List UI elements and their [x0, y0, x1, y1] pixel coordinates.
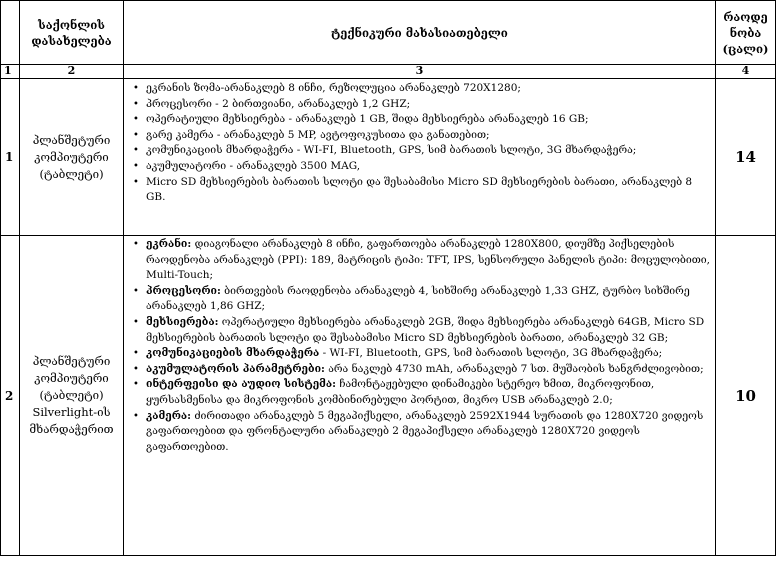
spec-cell: [124, 236, 716, 556]
spec-item: [146, 315, 715, 346]
spec-text: ოპერატიული მეხსიერება - არანაკლებ 1 GB, შიდა მეხსიერება არანაკლებ 16 GB;: [146, 113, 589, 126]
spec-item: [146, 81, 715, 97]
spec-text: ეკრანის ზომა-არანაკლებ 8 ინჩი, რეზოლუცია არანაკლებ 720X1280;: [146, 82, 521, 94]
header-technical-spec: ტექნიკური მახასიათებელი: [124, 1, 716, 65]
spec-text: გარე კამერა - არანაკლებ 5 MP, ავტოფოკუსითა და განათებით;: [146, 128, 490, 141]
spec-list: [124, 237, 715, 455]
spec-item: [146, 377, 715, 408]
spec-label: კომუნიკაციების მხარდაჭერა: [146, 347, 320, 360]
spec-item: [146, 159, 715, 175]
item-name: პლანშეტური კომპიუტერი (ტაბლეტი) Silverlight-ის მხარდაჭერით: [20, 236, 124, 556]
row-index: 2: [1, 236, 20, 556]
spec-label: ინტერფეისი და აუდიო სისტემა:: [146, 378, 336, 391]
spec-label: ეკრანი:: [146, 238, 192, 250]
spec-text: ბირთვების რაოდენობა არანაკლებ 4, სიხშირე არანაკლებ 1,33 GHZ, ტურბო სიხშირე არანაკლებ 1,86 GHZ;: [146, 284, 690, 313]
header-item-name: საქონლის დასახელება: [20, 1, 124, 65]
header-blank: [1, 1, 20, 65]
column-number: 4: [716, 65, 776, 79]
column-number: 1: [1, 65, 20, 79]
table-row: [1, 236, 776, 556]
spec-item: [146, 112, 715, 128]
spec-text: Micro SD მეხსიერების ბარათის სლოტი და შესაბამისი Micro SD მეხსიერების ბარათი, არანაკლებ 8 GB.: [146, 175, 693, 204]
quantity-value: 10: [716, 236, 776, 556]
spec-item: [146, 143, 715, 159]
spec-item: [146, 237, 715, 284]
spec-text: - WI-FI, Bluetooth, GPS, სიმ ბარათის სლოტი, 3G მხარდაჭერა;: [319, 347, 663, 360]
spec-item: [146, 128, 715, 144]
column-number: 2: [20, 65, 124, 79]
spec-label: აკუმულატორის პარამეტრები:: [146, 362, 325, 375]
spec-item: [146, 175, 715, 206]
spec-item: [146, 409, 715, 456]
spec-cell: [124, 79, 716, 236]
spec-label: კამერა:: [146, 409, 192, 422]
spec-text: კომუნიკაციის მხარდაჭერა - WI-FI, Bluetooth, GPS, სიმ ბარათის სლოტი, 3G მხარდაჭერა;: [146, 144, 637, 157]
spec-item: [146, 97, 715, 113]
spec-text: პროცესორი - 2 ბირთვიანი, არანაკლებ 1,2 GHZ;: [146, 97, 411, 110]
spec-text: ძირითადი არანაკლებ 5 მეგაპიქსელი, არანაკლებ 2592X1944 სურათის და 1280X720 ვიდეოს გაფართოებით და ფრონტალური არანაკლებ 2 მეგაპიქსელი არანაკლებ 1280X720 ვიდეოს გაფართოებით.: [146, 409, 704, 453]
spec-item: [146, 346, 715, 362]
spec-label: პროცესორი:: [146, 284, 221, 297]
spec-item: [146, 284, 715, 315]
header-row: [1, 1, 776, 65]
spec-text: ჩამონტაჟებული დინამიკები სტერეო ხმით, მიკროფონით, ყურსასმენისა და მიკროფონის კომბინირებული პორტით, მიკრო USB არანაკლებ 2.0;: [146, 378, 655, 406]
table-row: [1, 79, 776, 236]
spec-text: არა ნაკლებ 4730 mAh, არანაკლებ 7 სთ. მუშაობის ხანგრძლივობით;: [324, 362, 704, 375]
item-name: პლანშეტური კომპიუტერი (ტაბლეტი): [20, 79, 124, 236]
spec-text: ოპერატიული მეხსიერება არანაკლებ 2GB, შიდა მეხსიერება არანაკლებ 64GB, Micro SD მეხსიერების ბარათის სლოტი და შესაბამისი Micro SD მეხსიერების ბარათი, არანაკლებ 32 GB;: [146, 315, 705, 344]
spec-list: [124, 81, 715, 206]
spec-label: მეხსიერება:: [146, 315, 219, 328]
quantity-value: 14: [716, 79, 776, 236]
spec-text: აკუმულატორი - არანაკლებ 3500 MAG,: [146, 159, 361, 172]
column-number-row: [1, 65, 776, 79]
column-number: 3: [124, 65, 716, 79]
spec-text: დიაგონალი არანაკლებ 8 ინჩი, გაფართოება არანაკლებ 1280X800, დიუმზე პიქსელების რაოდენობა არანაკლებ (PPI): 189, მატრიცის ტიპი: TFT, IPS, სენსორული პანელის ტიპი: მოცულობითი, Multi-Touch;: [146, 238, 710, 282]
header-quantity: რაოდე ნობა (ცალი): [716, 1, 776, 65]
row-index: 1: [1, 79, 20, 236]
spec-item: [146, 362, 715, 378]
